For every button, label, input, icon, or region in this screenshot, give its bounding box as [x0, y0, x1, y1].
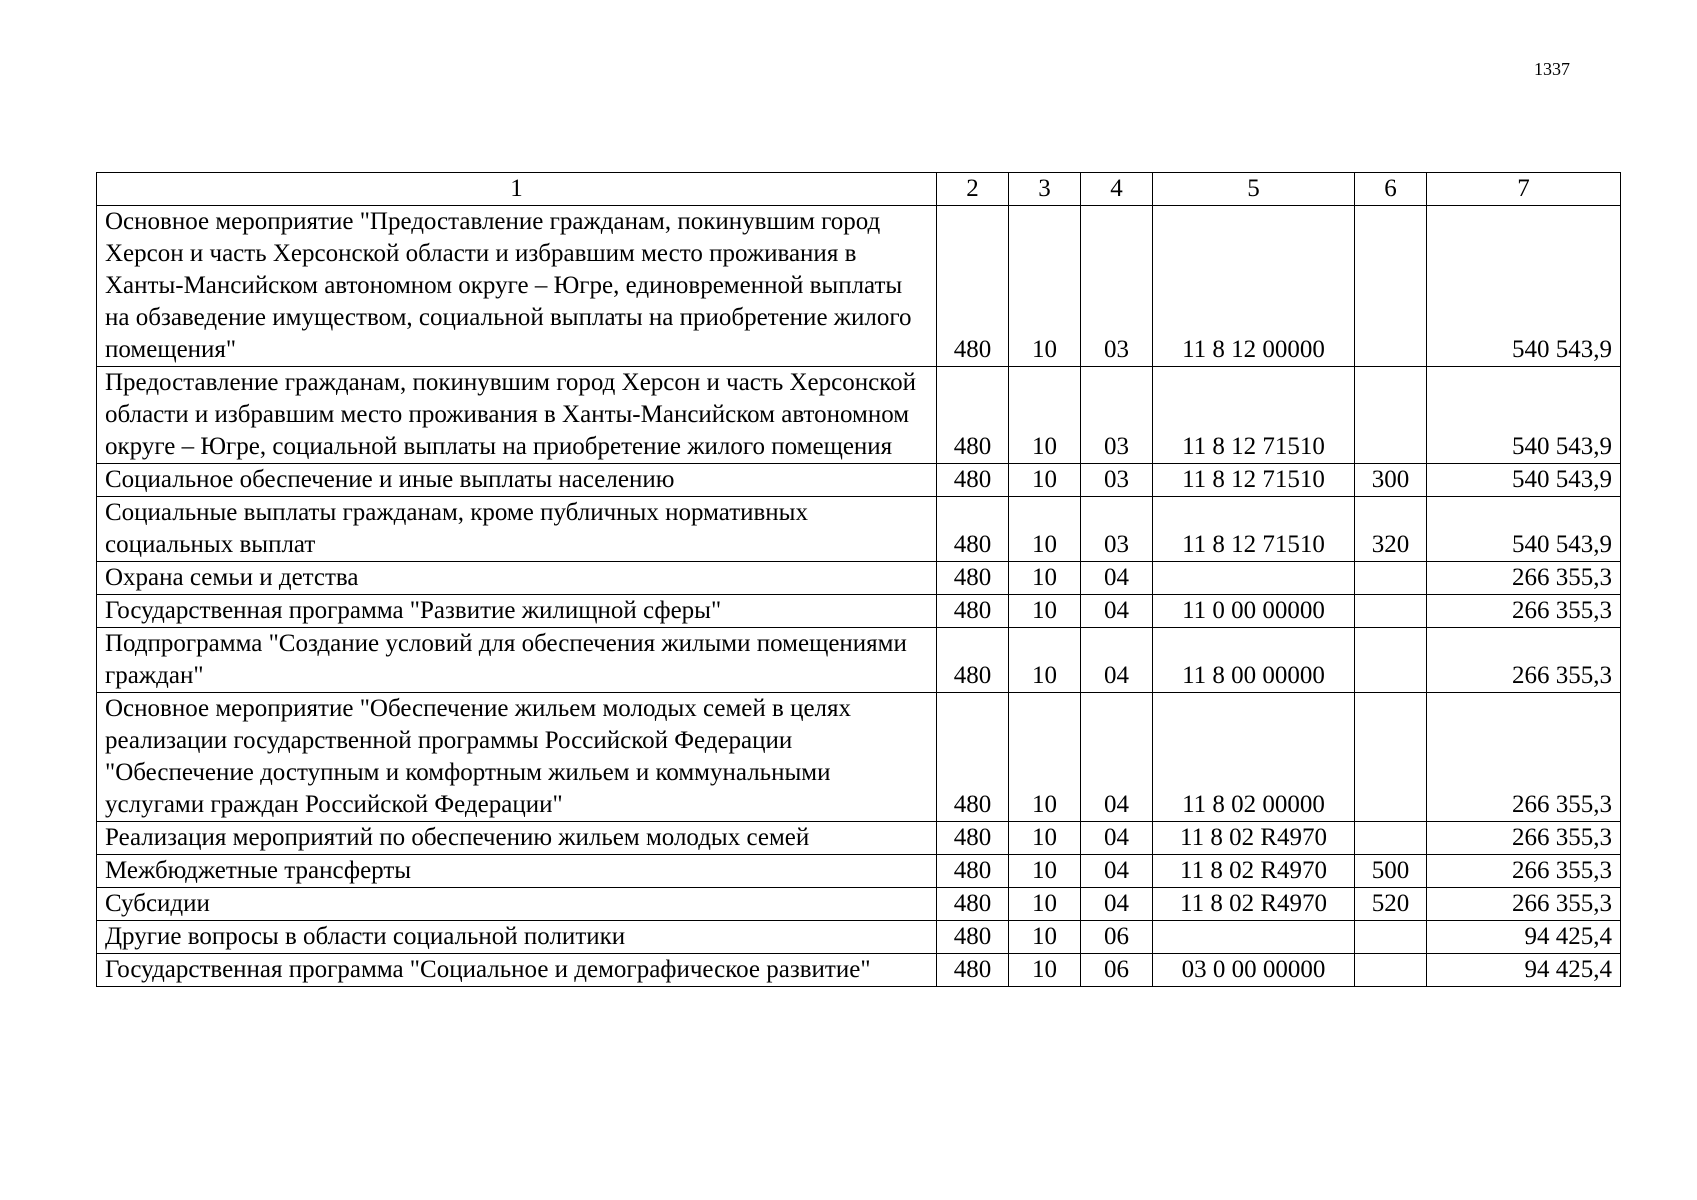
table-row — [97, 822, 1621, 855]
row-name-cell: Подпрограмма "Создание условий для обеспечения жилыми помещениями граждан" — [97, 628, 937, 693]
row-code-5-cell: 11 8 12 00000 — [1153, 206, 1355, 367]
row-code-2-cell: 480 — [937, 921, 1009, 954]
table-row — [97, 595, 1621, 628]
row-code-4-cell: 06 — [1081, 921, 1153, 954]
row-amount-cell: 266 355,3 — [1427, 693, 1621, 822]
row-code-4-cell: 03 — [1081, 464, 1153, 497]
row-code-3-cell: 10 — [1009, 822, 1081, 855]
row-amount-cell: 540 543,9 — [1427, 497, 1621, 562]
row-code-6-cell — [1355, 367, 1427, 464]
row-amount-cell: 266 355,3 — [1427, 855, 1621, 888]
row-name-cell: Охрана семьи и детства — [97, 562, 937, 595]
row-code-4-cell: 04 — [1081, 822, 1153, 855]
table-row — [97, 855, 1621, 888]
row-amount-cell: 266 355,3 — [1427, 822, 1621, 855]
row-code-5-cell: 11 8 02 R4970 — [1153, 888, 1355, 921]
row-code-2-cell: 480 — [937, 595, 1009, 628]
row-code-6-cell: 320 — [1355, 497, 1427, 562]
row-amount-cell: 540 543,9 — [1427, 206, 1621, 367]
row-code-4-cell: 03 — [1081, 206, 1153, 367]
row-code-2-cell: 480 — [937, 888, 1009, 921]
row-code-5-cell: 11 0 00 00000 — [1153, 595, 1355, 628]
row-code-5-cell: 11 8 02 00000 — [1153, 693, 1355, 822]
row-code-6-cell — [1355, 921, 1427, 954]
row-name-cell: Социальное обеспечение и иные выплаты населению — [97, 464, 937, 497]
row-code-4-cell: 04 — [1081, 693, 1153, 822]
row-code-3-cell: 10 — [1009, 693, 1081, 822]
row-code-5-cell: 11 8 12 71510 — [1153, 497, 1355, 562]
budget-table — [96, 172, 1621, 987]
row-code-6-cell — [1355, 954, 1427, 987]
row-code-6-cell — [1355, 562, 1427, 595]
table-row — [97, 497, 1621, 562]
row-code-5-cell: 11 8 12 71510 — [1153, 367, 1355, 464]
row-code-6-cell — [1355, 206, 1427, 367]
row-name-cell: Основное мероприятие "Предоставление гражданам, покинувшим город Херсон и часть Херсонской области и избравшим место проживания в Ханты-Мансийском автономном округе – Югре, единовременной выплаты на обзаведение имуществом, социальной выплаты на приобретение жилого помещения" — [97, 206, 937, 367]
row-name-cell: Предоставление гражданам, покинувшим город Херсон и часть Херсонской области и избравшим место проживания в Ханты-Мансийском автономном округе – Югре, социальной выплаты на приобретение жилого помещения — [97, 367, 937, 464]
row-code-6-cell — [1355, 628, 1427, 693]
row-code-2-cell: 480 — [937, 367, 1009, 464]
row-name-cell: Субсидии — [97, 888, 937, 921]
row-code-4-cell: 04 — [1081, 888, 1153, 921]
table-row — [97, 562, 1621, 595]
table-row — [97, 888, 1621, 921]
row-amount-cell: 266 355,3 — [1427, 562, 1621, 595]
table-row — [97, 628, 1621, 693]
row-amount-cell: 266 355,3 — [1427, 628, 1621, 693]
row-code-4-cell: 04 — [1081, 595, 1153, 628]
row-code-4-cell: 06 — [1081, 954, 1153, 987]
row-name-cell: Государственная программа "Социальное и демографическое развитие" — [97, 954, 937, 987]
row-code-3-cell: 10 — [1009, 628, 1081, 693]
row-code-2-cell: 480 — [937, 628, 1009, 693]
row-code-6-cell — [1355, 693, 1427, 822]
col-header-6: 6 — [1355, 173, 1427, 206]
row-code-3-cell: 10 — [1009, 562, 1081, 595]
header-row — [97, 173, 1621, 206]
row-amount-cell: 540 543,9 — [1427, 464, 1621, 497]
row-code-3-cell: 10 — [1009, 921, 1081, 954]
row-code-4-cell: 04 — [1081, 562, 1153, 595]
row-code-2-cell: 480 — [937, 693, 1009, 822]
row-code-5-cell: 11 8 02 R4970 — [1153, 822, 1355, 855]
row-amount-cell: 266 355,3 — [1427, 888, 1621, 921]
table-row — [97, 954, 1621, 987]
row-code-6-cell: 520 — [1355, 888, 1427, 921]
row-code-3-cell: 10 — [1009, 855, 1081, 888]
row-code-4-cell: 04 — [1081, 628, 1153, 693]
row-name-cell: Межбюджетные трансферты — [97, 855, 937, 888]
row-code-3-cell: 10 — [1009, 888, 1081, 921]
row-code-6-cell: 300 — [1355, 464, 1427, 497]
row-amount-cell: 540 543,9 — [1427, 367, 1621, 464]
row-code-2-cell: 480 — [937, 822, 1009, 855]
row-name-cell: Основное мероприятие "Обеспечение жильем молодых семей в целях реализации государственной программы Российской Федерации "Обеспечение доступным и комфортным жильем и коммунальными услугами граждан Российской Федерации" — [97, 693, 937, 822]
col-header-2: 2 — [937, 173, 1009, 206]
row-code-3-cell: 10 — [1009, 367, 1081, 464]
col-header-4: 4 — [1081, 173, 1153, 206]
table-row — [97, 367, 1621, 464]
row-code-5-cell: 03 0 00 00000 — [1153, 954, 1355, 987]
row-code-5-cell: 11 8 12 71510 — [1153, 464, 1355, 497]
table-row — [97, 921, 1621, 954]
row-code-2-cell: 480 — [937, 855, 1009, 888]
col-header-1: 1 — [97, 173, 937, 206]
table-body — [97, 206, 1621, 987]
row-name-cell: Реализация мероприятий по обеспечению жильем молодых семей — [97, 822, 937, 855]
row-code-6-cell: 500 — [1355, 855, 1427, 888]
col-header-5: 5 — [1153, 173, 1355, 206]
row-code-2-cell: 480 — [937, 497, 1009, 562]
row-code-2-cell: 480 — [937, 206, 1009, 367]
row-code-4-cell: 04 — [1081, 855, 1153, 888]
row-code-3-cell: 10 — [1009, 206, 1081, 367]
row-amount-cell: 94 425,4 — [1427, 921, 1621, 954]
page-number: 1337 — [1534, 59, 1570, 79]
row-code-3-cell: 10 — [1009, 464, 1081, 497]
row-code-5-cell: 11 8 00 00000 — [1153, 628, 1355, 693]
row-code-5-cell — [1153, 921, 1355, 954]
row-amount-cell: 94 425,4 — [1427, 954, 1621, 987]
row-amount-cell: 266 355,3 — [1427, 595, 1621, 628]
table-row — [97, 464, 1621, 497]
row-name-cell: Другие вопросы в области социальной политики — [97, 921, 937, 954]
row-code-2-cell: 480 — [937, 464, 1009, 497]
row-code-6-cell — [1355, 595, 1427, 628]
row-code-5-cell: 11 8 02 R4970 — [1153, 855, 1355, 888]
row-name-cell: Государственная программа "Развитие жилищной сферы" — [97, 595, 937, 628]
row-name-cell: Социальные выплаты гражданам, кроме публичных нормативных социальных выплат — [97, 497, 937, 562]
row-code-4-cell: 03 — [1081, 367, 1153, 464]
row-code-3-cell: 10 — [1009, 595, 1081, 628]
row-code-4-cell: 03 — [1081, 497, 1153, 562]
row-code-5-cell — [1153, 562, 1355, 595]
row-code-2-cell: 480 — [937, 954, 1009, 987]
col-header-7: 7 — [1427, 173, 1621, 206]
row-code-2-cell: 480 — [937, 562, 1009, 595]
row-code-6-cell — [1355, 822, 1427, 855]
table-row — [97, 693, 1621, 822]
row-code-3-cell: 10 — [1009, 497, 1081, 562]
table-row — [97, 206, 1621, 367]
row-code-3-cell: 10 — [1009, 954, 1081, 987]
col-header-3: 3 — [1009, 173, 1081, 206]
